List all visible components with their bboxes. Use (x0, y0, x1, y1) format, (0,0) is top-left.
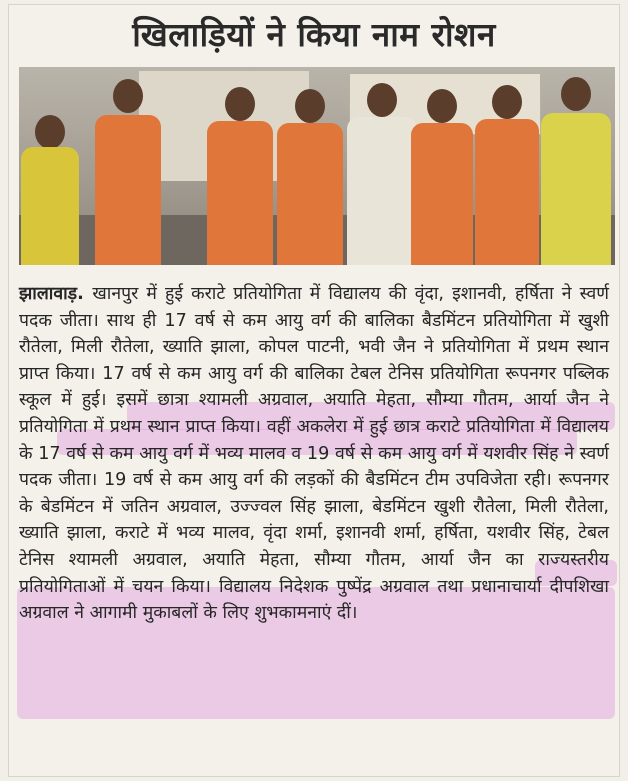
article-text: खानपुर में हुई कराटे प्रतियोगिता में विद्यालय की वृंदा, इशानवी, हर्षिता ने स्वर्ण पदक जीता। साथ ही 17 वर्ष से कम आयु वर्ग की बालिका बैडमिंटन प्रतियोगिता में खुशी रौतेला, मिली रौतेला, ख्याति झाला, कोपल पाटनी, भवी जैन ने प्रतियोगिता में प्रथम स्थान प्राप्त किया। 17 वर्ष से कम आयु वर्ग की बालिका टेबल टेनिस प्रतियोगिता रूपनगर पब्लिक स्कूल में हुई। इसमें छात्रा श्यामली अग्रवाल, अयाति मेहता, सौम्या गौतम, आर्या जैन ने प्रतियोगिता में प्रथम स्थान प्राप्त किया। वहीं अकलेरा में हुई छात्र कराटे प्रतियोगिता में विद्यालय के 17 वर्ष से कम आयु वर्ग में भव्य मालव व 19 वर्ष से कम आयु वर्ग में यशवीर सिंह ने स्वर्ण पदक जीता। 19 वर्ष से कम आयु वर्ग की लड़कों की बैडमिंटन टीम उपविजेता रही। रूपनगर के बेडमिंटन में जतिन अग्रवाल, उज्ज्वल सिंह झाला, बेडमिंटन खुशी रौतेला, मिली रौतेला, ख्याति झाला, कराटे में भव्य मालव, वृंदा शर्मा, इशानवी शर्मा, हर्षिता, यशवीर सिंह, टेबल टेनिस श्यामली अग्रवाल, अयाति मेहता, सौम्या गौतम, आर्या जैन का राज्यस्तरीय प्रतियोगिताओं में चयन किया। विद्यालय निदेशक पुष्पेंद्र अग्रवाल तथा प्रधानाचार्या दीपशिखा अग्रवाल ने आगामी मुकाबलों के लिए शुभकामनाएं दीं। (19, 284, 609, 624)
photo-person (541, 77, 611, 265)
article-dateline: झालावाड़. (19, 284, 93, 304)
photo-person (475, 85, 539, 265)
headline: खिलाड़ियों ने किया नाम रोशन (132, 15, 496, 54)
photo-person (277, 89, 343, 265)
news-photo (19, 67, 615, 265)
newspaper-clipping (8, 4, 620, 777)
article-body (19, 281, 609, 627)
photo-person (347, 83, 417, 265)
photo-person (95, 79, 161, 265)
photo-person (411, 89, 473, 265)
photo-person (207, 87, 273, 265)
photo-person (21, 115, 79, 265)
